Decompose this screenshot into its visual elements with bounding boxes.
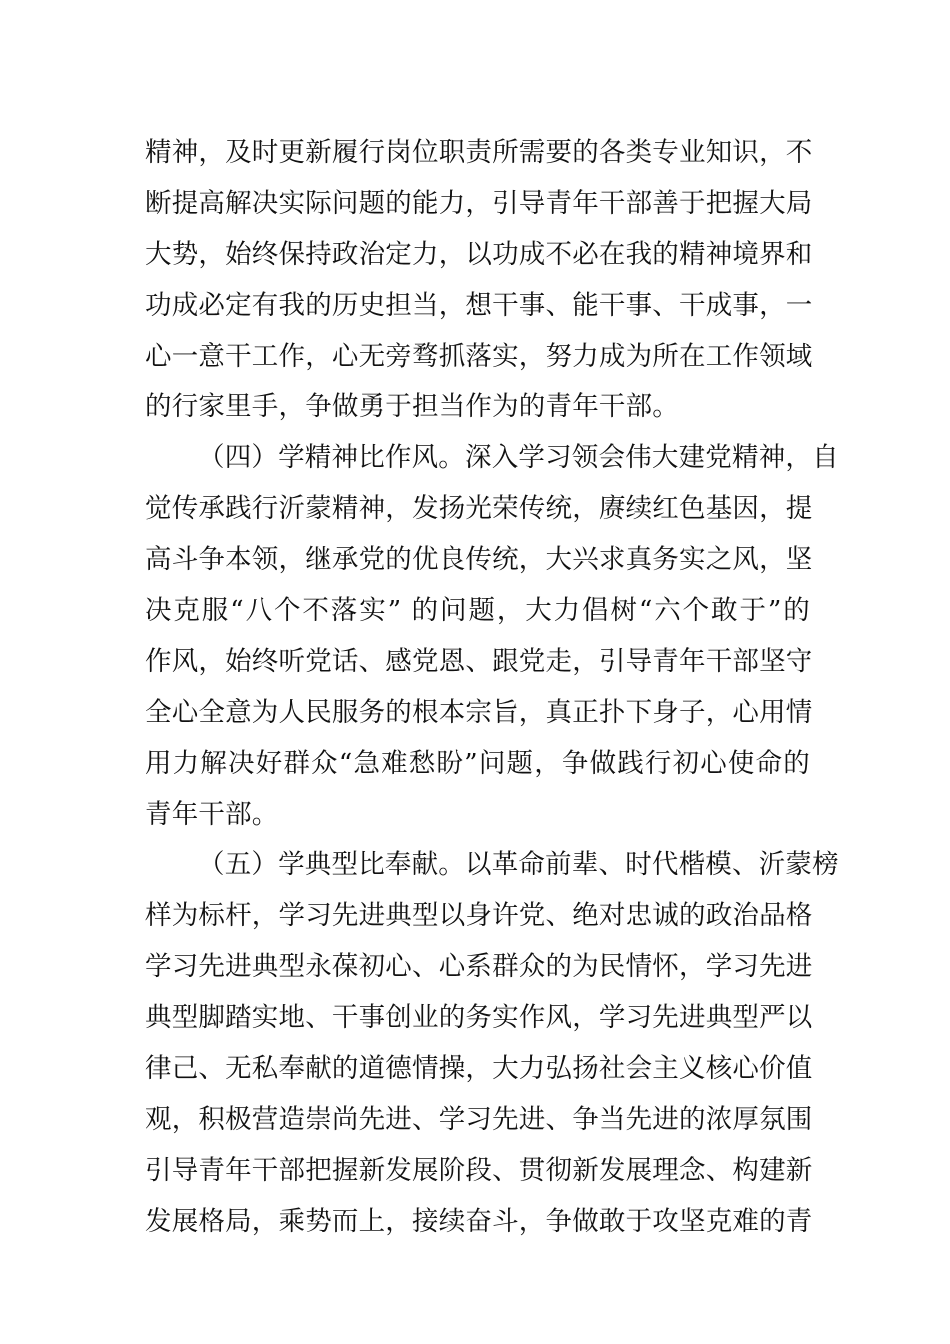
text-line: 律己、无私奉献的道德情操，大力弘扬社会主义核心价值 bbox=[145, 1053, 813, 1085]
text-line: 觉传承践行沂蒙精神，发扬光荣传统，赓续红色基因，提 bbox=[145, 493, 813, 525]
text-line: 断提高解决实际问题的能力，引导青年干部善于把握大局 bbox=[145, 187, 813, 219]
text-line: 决克服“八个不落实” 的问题，大力倡树“六个敢于”的 bbox=[145, 595, 810, 627]
paragraph-first-line: （五）学典型比奉献。以革命前辈、时代楷模、沂蒙榜 bbox=[198, 849, 839, 881]
text-line: 精神，及时更新履行岗位职责所需要的各类专业知识，不 bbox=[145, 137, 813, 168]
text-line: 全心全意为人民服务的根本宗旨，真正扑下身子，心用情 bbox=[145, 696, 813, 728]
text-line: 高斗争本领，继承党的优良传统，大兴求真务实之风，坚 bbox=[145, 544, 813, 576]
text-line: 引导青年干部把握新发展阶段、贯彻新发展理念、构建新 bbox=[145, 1154, 813, 1186]
text-line: 发展格局，乘势而上，接续奋斗，争做敢于攻坚克难的青 bbox=[145, 1205, 813, 1237]
text-line: 典型脚踏实地、干事创业的务实作风，学习先进典型严以 bbox=[145, 1002, 813, 1034]
text-line: 的行家里手，争做勇于担当作为的青年干部。 bbox=[145, 391, 679, 423]
paragraph-first-line: （四）学精神比作风。深入学习领会伟大建党精神，自 bbox=[198, 442, 839, 474]
text-line: 大势，始终保持政治定力，以功成不必在我的精神境界和 bbox=[145, 238, 813, 270]
text-line: 用力解决好群众“急难愁盼”问题，争做践行初心使命的 bbox=[145, 747, 810, 779]
text-line: 作风，始终听党话、感党恩、跟党走，引导青年干部坚守 bbox=[145, 645, 813, 677]
text-line: 学习先进典型永葆初心、心系群众的为民情怀，学习先进 bbox=[145, 951, 813, 983]
body-text bbox=[145, 128, 839, 1248]
text-line: 青年干部。 bbox=[145, 798, 279, 830]
text-line: 观，积极营造崇尚先进、学习先进、争当先进的浓厚氛围 bbox=[145, 1103, 813, 1135]
text-line: 样为标杆，学习先进典型以身许党、绝对忠诚的政治品格 bbox=[145, 900, 813, 932]
text-line: 心一意干工作，心无旁骛抓落实，努力成为所在工作领域 bbox=[145, 340, 813, 372]
text-line: 功成必定有我的历史担当，想干事、能干事、干成事，一 bbox=[145, 289, 813, 321]
